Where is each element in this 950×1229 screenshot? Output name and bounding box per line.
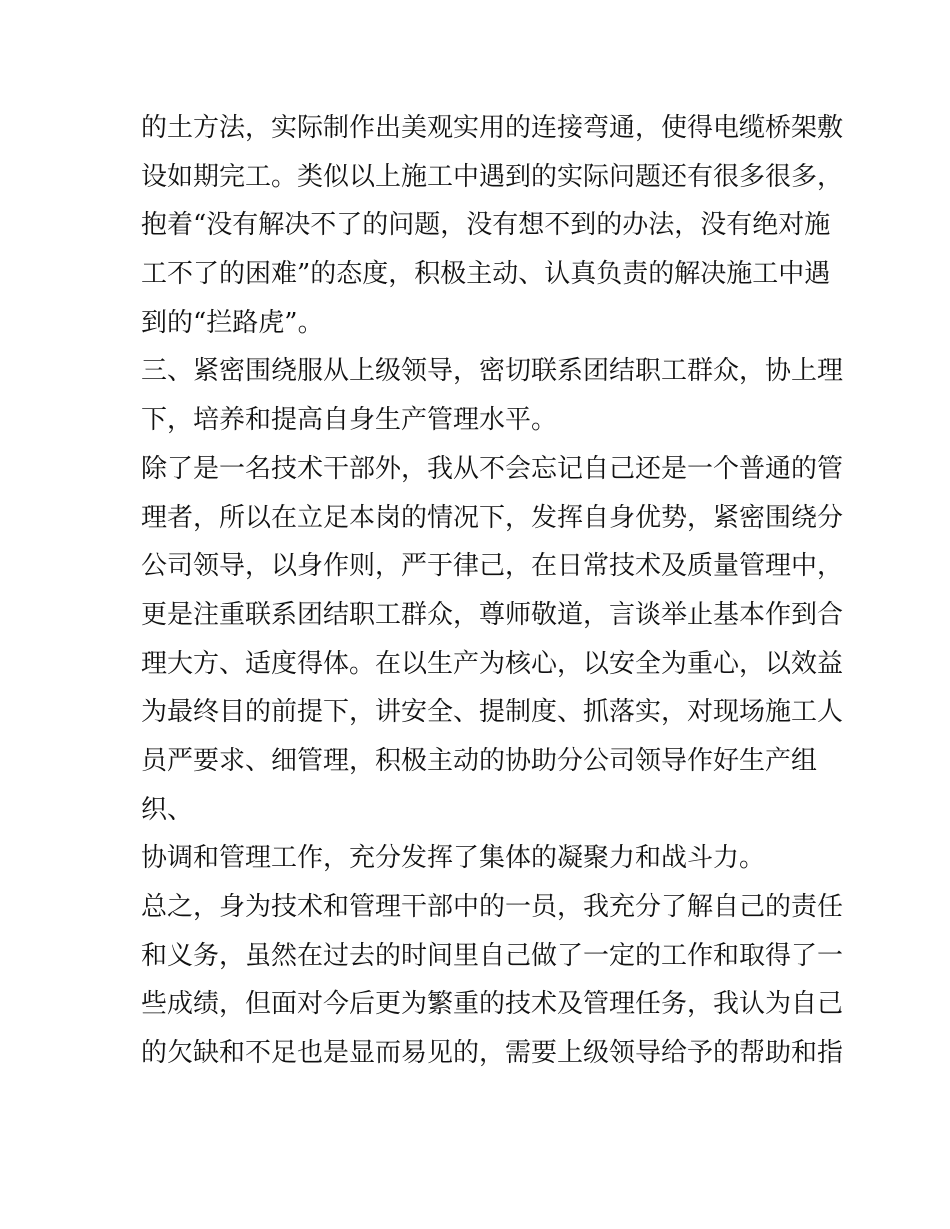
text-line: 工不了的困难”的态度，积极主动、认真负责的解决施工中遇 xyxy=(141,259,831,290)
text-line: 些成绩，但面对今后更为繁重的技术及管理任务，我认为自己 xyxy=(141,989,844,1020)
text-line: 协调和管理工作，充分发挥了集体的凝聚力和战斗力。 xyxy=(141,843,766,874)
text-line: 的欠缺和不足也是显而易见的，需要上级领导给予的帮助和指 xyxy=(141,1038,844,1069)
text-line: 员严要求、细管理，积极主动的协助分公司领导作好生产组 xyxy=(141,745,818,776)
text-line: 抱着“没有解决不了的问题，没有想不到的办法，没有绝对施 xyxy=(141,210,831,241)
section-heading-line: 下，培养和提高自身生产管理水平。 xyxy=(141,405,558,436)
text-line: 除了是一名技术干部外，我从不会忘记自己还是一个普通的管 xyxy=(141,453,844,484)
text-line: 设如期完工。类似以上施工中遇到的实际问题还有很多很多， xyxy=(141,161,844,192)
text-line: 理大方、适度得体。在以生产为核心，以安全为重心，以效益 xyxy=(141,648,844,679)
text-line: 的土方法，实际制作出美观实用的连接弯通，使得电缆桥架敷 xyxy=(141,113,844,143)
text-line: 更是注重联系团结职工群众，尊师敬道，言谈举止基本作到合 xyxy=(141,599,844,630)
text-line: 和义务，虽然在过去的时间里自己做了一定的工作和取得了一 xyxy=(141,940,844,971)
text-line: 到的“拦路虎”。 xyxy=(141,307,324,338)
text-line: 为最终目的前提下，讲安全、提制度、抓落实，对现场施工人 xyxy=(141,697,844,728)
text-line: 总之，身为技术和管理干部中的一员，我充分了解自己的责任 xyxy=(141,892,844,922)
text-line: 理者，所以在立足本岗的情况下，发挥自身优势，紧密围绕分 xyxy=(141,502,844,533)
text-line: 织、 xyxy=(141,794,194,825)
body-text xyxy=(141,104,844,1078)
section-heading-line: 三、紧密围绕服从上级领导，密切联系团结职工群众，协上理 xyxy=(141,356,844,387)
text-line: 公司领导，以身作则，严于律己，在日常技术及质量管理中， xyxy=(141,551,844,582)
